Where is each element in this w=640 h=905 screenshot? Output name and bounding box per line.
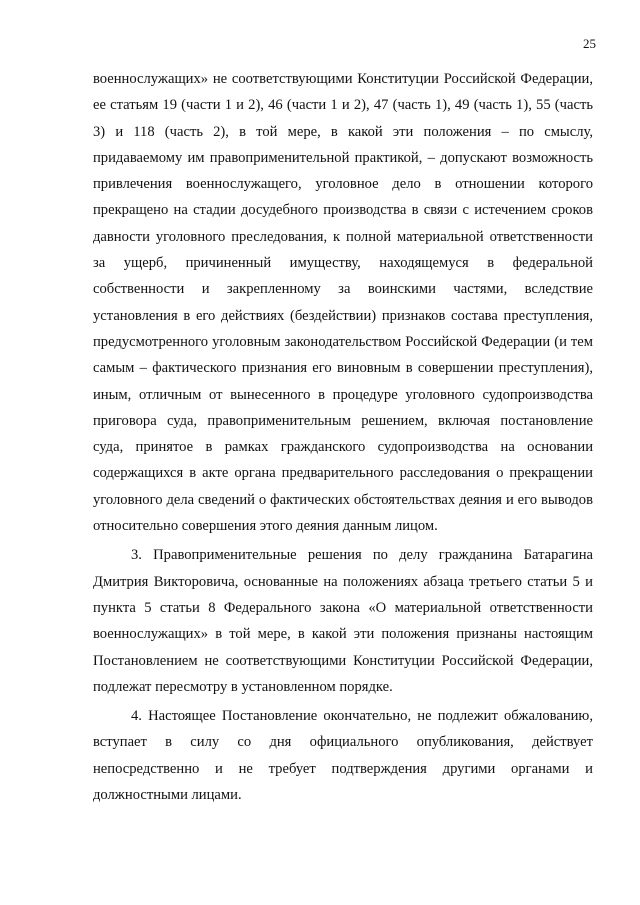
paragraph-item-3: 3. Правоприменительные решения по делу гражданина Батарагина Дмитрия Викторовича, основанные на положениях абзаца третьего статьи 5 и пункта 5 статьи 8 Федерального закона «О материальной ответственности военнослужащих» в той мере, в какой эти положения признаны настоящим Постановлением не соответствующими Конституции Российской Федерации, подлежат пересмотру в установленном порядке. [93, 547, 593, 695]
paragraph-continuation: военнослужащих» не соответствующими Конституции Российской Федерации, ее статьям 19 (части 1 и 2), 46 (части 1 и 2), 47 (часть 1), 49 (часть 1), 55 (часть 3) и 118 (часть 2), в той мере, в какой эти положения – по смыслу, придаваемому им правоприменительной практикой, – допускают возможность привлечения военнослужащего, уголовное дело в отношении которого прекращено на стадии досудебного производства в связи с истечением сроков давности уголовного преследования, к полной материальной ответственности за ущерб, причиненный имуществу, находящемуся в федеральной собственности и закрепленному за воинскими частями, вследствие установления в его действиях (бездействии) признаков состава преступления, предусмотренного уголовным законодательством Российской Федерации (и тем самым – фактического признания его виновным в совершении преступления), иным, отличным от вынесенного в процедуре уголовного судопроизводства приговора суда, правоприменительным решением, включая постановление суда, принятое в рамках гражданского судопроизводства на основании содержащихся в акте органа предварительного расследования о прекращении уголовного дела сведений о фактических обстоятельствах деяния и его выводов относительно совершения этого деяния данным лицом. [93, 71, 593, 535]
page-number: 25 [583, 36, 596, 51]
paragraph-item-4: 4. Настоящее Постановление окончательно, не подлежит обжалованию, вступает в силу со дня официального опубликования, действует непосредственно и не требует подтверждения другими органами и должностными лицами. [93, 708, 593, 804]
document-body [93, 66, 593, 808]
